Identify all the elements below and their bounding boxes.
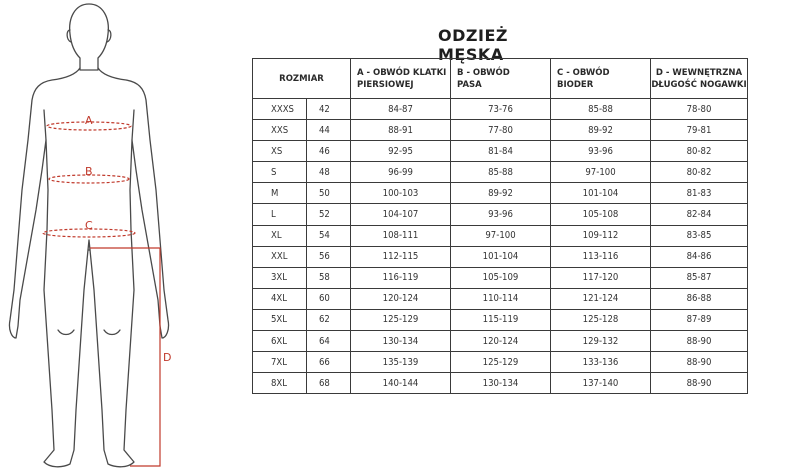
cell-inseam: 88-90: [651, 331, 748, 352]
cell-size: XXL: [253, 246, 307, 267]
cell-eu-size: 56: [307, 246, 351, 267]
cell-hips: 97-100: [551, 162, 651, 183]
cell-inseam: 81-83: [651, 183, 748, 204]
header-chest-line2: PIERSIOWEJ: [357, 79, 414, 90]
cell-hips: 89-92: [551, 120, 651, 141]
header-inseam: [651, 59, 748, 99]
cell-inseam: 79-81: [651, 120, 748, 141]
cell-eu-size: 48: [307, 162, 351, 183]
header-waist-line1: B - OBWÓD: [457, 67, 510, 78]
table-row: [253, 225, 748, 246]
cell-hips: 117-120: [551, 267, 651, 288]
table-row: [253, 120, 748, 141]
cell-eu-size: 54: [307, 225, 351, 246]
cell-chest: 108-111: [351, 225, 451, 246]
cell-chest: 135-139: [351, 352, 451, 373]
cell-inseam: 82-84: [651, 204, 748, 225]
cell-waist: 105-109: [451, 267, 551, 288]
cell-eu-size: 62: [307, 309, 351, 330]
table-row: [253, 183, 748, 204]
torso-outline: [9, 68, 168, 467]
cell-eu-size: 58: [307, 267, 351, 288]
table-row: [253, 246, 748, 267]
cell-size: 5XL: [253, 309, 307, 330]
cell-hips: 105-108: [551, 204, 651, 225]
cell-waist: 115-119: [451, 309, 551, 330]
label-d: D: [163, 351, 172, 364]
header-waist-line2: PASA: [457, 79, 482, 90]
cell-hips: 121-124: [551, 288, 651, 309]
table-header-row: [253, 59, 748, 99]
cell-chest: 100-103: [351, 183, 451, 204]
cell-hips: 93-96: [551, 141, 651, 162]
table-row: [253, 288, 748, 309]
table-row: [253, 373, 748, 394]
cell-waist: 101-104: [451, 246, 551, 267]
table-row: [253, 141, 748, 162]
cell-hips: 113-116: [551, 246, 651, 267]
cell-waist: 120-124: [451, 331, 551, 352]
cell-hips: 129-132: [551, 331, 651, 352]
cell-hips: 137-140: [551, 373, 651, 394]
cell-inseam: 88-90: [651, 352, 748, 373]
cell-size: L: [253, 204, 307, 225]
cell-chest: 96-99: [351, 162, 451, 183]
cell-size: 6XL: [253, 331, 307, 352]
table-row: [253, 331, 748, 352]
cell-chest: 130-134: [351, 331, 451, 352]
cell-chest: 120-124: [351, 288, 451, 309]
cell-size: XXS: [253, 120, 307, 141]
cell-chest: 84-87: [351, 99, 451, 120]
cell-chest: 92-95: [351, 141, 451, 162]
cell-eu-size: 60: [307, 288, 351, 309]
cell-size: 3XL: [253, 267, 307, 288]
cell-hips: 101-104: [551, 183, 651, 204]
cell-waist: 81-84: [451, 141, 551, 162]
cell-size: M: [253, 183, 307, 204]
page-title: ODZIEŻ MĘSKA: [438, 26, 508, 64]
cell-waist: 77-80: [451, 120, 551, 141]
head-outline: [70, 4, 109, 70]
header-size: ROZMIAR: [253, 59, 351, 99]
header-inseam-line1: D - WEWNĘTRZNA: [655, 67, 743, 78]
table-row: [253, 352, 748, 373]
cell-hips: 133-136: [551, 352, 651, 373]
cell-hips: 125-128: [551, 309, 651, 330]
cell-inseam: 83-85: [651, 225, 748, 246]
cell-eu-size: 52: [307, 204, 351, 225]
cell-size: XXXS: [253, 99, 307, 120]
header-chest-line1: A - OBWÓD KLATKI: [357, 67, 447, 78]
size-chart-table: [252, 58, 748, 394]
header-waist: [451, 59, 551, 99]
cell-chest: 140-144: [351, 373, 451, 394]
cell-eu-size: 50: [307, 183, 351, 204]
cell-waist: 85-88: [451, 162, 551, 183]
cell-size: XS: [253, 141, 307, 162]
header-hips: [551, 59, 651, 99]
table-row: [253, 99, 748, 120]
cell-size: S: [253, 162, 307, 183]
cell-inseam: 87-89: [651, 309, 748, 330]
cell-eu-size: 68: [307, 373, 351, 394]
cell-inseam: 78-80: [651, 99, 748, 120]
cell-eu-size: 64: [307, 331, 351, 352]
table-row: [253, 162, 748, 183]
cell-eu-size: 42: [307, 99, 351, 120]
header-chest: [351, 59, 451, 99]
cell-size: XL: [253, 225, 307, 246]
cell-inseam: 80-82: [651, 162, 748, 183]
cell-waist: 89-92: [451, 183, 551, 204]
cell-eu-size: 46: [307, 141, 351, 162]
cell-waist: 97-100: [451, 225, 551, 246]
cell-waist: 110-114: [451, 288, 551, 309]
header-hips-line1: C - OBWÓD: [557, 67, 610, 78]
cell-inseam: 86-88: [651, 288, 748, 309]
cell-waist: 93-96: [451, 204, 551, 225]
cell-chest: 88-91: [351, 120, 451, 141]
cell-waist: 130-134: [451, 373, 551, 394]
table-row: [253, 267, 748, 288]
cell-chest: 104-107: [351, 204, 451, 225]
cell-chest: 112-115: [351, 246, 451, 267]
label-c: C: [85, 219, 93, 232]
label-b: B: [85, 165, 93, 178]
table-row: [253, 204, 748, 225]
cell-size: 8XL: [253, 373, 307, 394]
table-row: [253, 309, 748, 330]
cell-inseam: 85-87: [651, 267, 748, 288]
label-a: A: [85, 114, 93, 127]
cell-hips: 109-112: [551, 225, 651, 246]
cell-size: 7XL: [253, 352, 307, 373]
cell-waist: 125-129: [451, 352, 551, 373]
header-hips-line2: BIODER: [557, 79, 594, 90]
cell-eu-size: 66: [307, 352, 351, 373]
cell-waist: 73-76: [451, 99, 551, 120]
cell-size: 4XL: [253, 288, 307, 309]
cell-hips: 85-88: [551, 99, 651, 120]
cell-chest: 116-119: [351, 267, 451, 288]
cell-inseam: 84-86: [651, 246, 748, 267]
cell-eu-size: 44: [307, 120, 351, 141]
cell-inseam: 88-90: [651, 373, 748, 394]
cell-chest: 125-129: [351, 309, 451, 330]
cell-inseam: 80-82: [651, 141, 748, 162]
header-inseam-line2: DŁUGOŚĆ NOGAWKI: [651, 79, 747, 90]
body-measurement-figure: [0, 0, 240, 476]
